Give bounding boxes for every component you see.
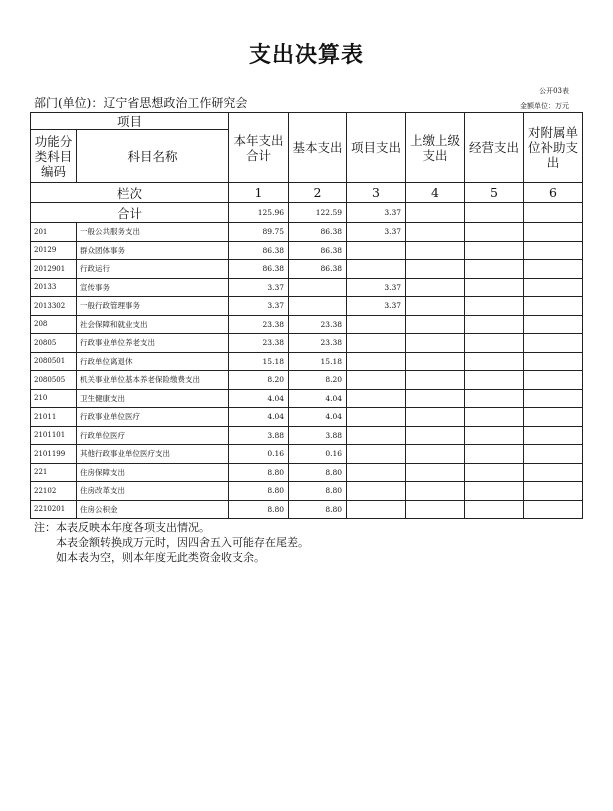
row-name: 机关事业单位基本养老保险缴费支出 bbox=[77, 371, 229, 390]
table-row bbox=[31, 223, 583, 242]
row-code: 2101101 bbox=[31, 426, 77, 445]
total-label: 合计 bbox=[31, 203, 229, 223]
row-value bbox=[347, 389, 406, 408]
row-code: 2080505 bbox=[31, 371, 77, 390]
table-row bbox=[31, 500, 583, 519]
row-value bbox=[406, 241, 465, 260]
row-value: 86.38 bbox=[289, 260, 347, 279]
row-value bbox=[465, 500, 524, 519]
table-row bbox=[31, 352, 583, 371]
row-value bbox=[524, 426, 583, 445]
row-value: 23.38 bbox=[289, 315, 347, 334]
total-value: 3.37 bbox=[347, 203, 406, 223]
row-value bbox=[524, 389, 583, 408]
row-value bbox=[347, 463, 406, 482]
note-line: 本表金额转换成万元时，因四舍五入可能存在尾差。 bbox=[56, 536, 309, 549]
row-value bbox=[524, 334, 583, 353]
row-value: 4.04 bbox=[289, 389, 347, 408]
table-row bbox=[31, 297, 583, 316]
row-value: 8.80 bbox=[289, 463, 347, 482]
expenditure-table bbox=[30, 112, 583, 519]
row-value: 3.37 bbox=[229, 297, 289, 316]
row-code: 21011 bbox=[31, 408, 77, 427]
row-code: 210 bbox=[31, 389, 77, 408]
row-code: 22102 bbox=[31, 482, 77, 501]
row-value bbox=[465, 223, 524, 242]
row-value bbox=[524, 408, 583, 427]
table-row bbox=[31, 408, 583, 427]
row-value: 23.38 bbox=[229, 334, 289, 353]
total-value: 125.96 bbox=[229, 203, 289, 223]
column-number: 6 bbox=[524, 183, 583, 203]
row-value bbox=[524, 352, 583, 371]
row-value bbox=[406, 223, 465, 242]
row-value: 8.80 bbox=[229, 500, 289, 519]
table-row bbox=[31, 334, 583, 353]
row-value bbox=[465, 334, 524, 353]
row-code: 20129 bbox=[31, 241, 77, 260]
row-value bbox=[524, 223, 583, 242]
row-value bbox=[406, 500, 465, 519]
row-value bbox=[465, 278, 524, 297]
row-value bbox=[347, 241, 406, 260]
row-value bbox=[524, 278, 583, 297]
row-value bbox=[524, 445, 583, 464]
row-value: 8.80 bbox=[289, 482, 347, 501]
row-value bbox=[524, 260, 583, 279]
row-name: 住房保障支出 bbox=[77, 463, 229, 482]
row-value bbox=[406, 260, 465, 279]
row-code: 20133 bbox=[31, 278, 77, 297]
row-name: 卫生健康支出 bbox=[77, 389, 229, 408]
row-value: 86.38 bbox=[289, 223, 347, 242]
row-value bbox=[465, 260, 524, 279]
row-value: 23.38 bbox=[229, 315, 289, 334]
row-value bbox=[347, 426, 406, 445]
table-code: 公开03表 bbox=[539, 87, 569, 95]
note-line: 注：本表反映本年度各项支出情况。 bbox=[34, 521, 210, 534]
row-value: 86.38 bbox=[229, 241, 289, 260]
header-col-5: 经营支出 bbox=[465, 113, 524, 183]
row-value: 3.37 bbox=[229, 278, 289, 297]
row-value: 15.18 bbox=[229, 352, 289, 371]
column-number: 2 bbox=[289, 183, 347, 203]
row-value bbox=[347, 482, 406, 501]
row-value bbox=[465, 297, 524, 316]
header-col-6: 对附属单位补助支出 bbox=[524, 113, 583, 183]
total-value bbox=[524, 203, 583, 223]
row-value bbox=[406, 482, 465, 501]
header-name-col: 科目名称 bbox=[77, 130, 229, 183]
row-value: 4.04 bbox=[229, 389, 289, 408]
row-name: 行政运行 bbox=[77, 260, 229, 279]
department-label: 部门(单位)：辽宁省思想政治工作研究会 bbox=[34, 96, 248, 110]
row-name: 行政事业单位养老支出 bbox=[77, 334, 229, 353]
row-index-label: 栏次 bbox=[31, 183, 229, 203]
header-item-group: 项目 bbox=[31, 113, 229, 130]
row-value: 8.80 bbox=[289, 500, 347, 519]
row-value bbox=[465, 371, 524, 390]
row-value: 8.80 bbox=[229, 463, 289, 482]
row-value: 3.37 bbox=[347, 297, 406, 316]
row-value bbox=[524, 241, 583, 260]
row-value bbox=[406, 352, 465, 371]
row-value bbox=[465, 408, 524, 427]
row-value bbox=[347, 352, 406, 371]
row-value bbox=[465, 241, 524, 260]
row-code: 221 bbox=[31, 463, 77, 482]
row-value: 15.18 bbox=[289, 352, 347, 371]
row-name: 行政单位离退休 bbox=[77, 352, 229, 371]
column-number: 4 bbox=[406, 183, 465, 203]
row-value bbox=[406, 463, 465, 482]
table-row bbox=[31, 389, 583, 408]
table-row bbox=[31, 315, 583, 334]
header-col-2: 基本支出 bbox=[289, 113, 347, 183]
row-value: 23.38 bbox=[289, 334, 347, 353]
row-value: 4.04 bbox=[229, 408, 289, 427]
table-row bbox=[31, 426, 583, 445]
row-name: 社会保障和就业支出 bbox=[77, 315, 229, 334]
total-value: 122.59 bbox=[289, 203, 347, 223]
row-name: 住房公积金 bbox=[77, 500, 229, 519]
row-value bbox=[524, 482, 583, 501]
row-value bbox=[465, 352, 524, 371]
row-value bbox=[406, 389, 465, 408]
row-value bbox=[347, 500, 406, 519]
page-title: 支出决算表 bbox=[248, 42, 364, 68]
row-value bbox=[347, 408, 406, 427]
row-value bbox=[347, 371, 406, 390]
row-value bbox=[465, 445, 524, 464]
table-row bbox=[31, 278, 583, 297]
row-value bbox=[465, 426, 524, 445]
header-code-col: 功能分类科目编码 bbox=[31, 130, 77, 183]
column-number: 3 bbox=[347, 183, 406, 203]
row-value bbox=[465, 389, 524, 408]
row-name: 群众团体事务 bbox=[77, 241, 229, 260]
table-row bbox=[31, 445, 583, 464]
row-value: 4.04 bbox=[289, 408, 347, 427]
row-value bbox=[524, 463, 583, 482]
row-value bbox=[347, 334, 406, 353]
total-value bbox=[465, 203, 524, 223]
row-code: 2012901 bbox=[31, 260, 77, 279]
row-name: 行政事业单位医疗 bbox=[77, 408, 229, 427]
row-name: 一般行政管理事务 bbox=[77, 297, 229, 316]
row-code: 20805 bbox=[31, 334, 77, 353]
row-value: 3.88 bbox=[289, 426, 347, 445]
header-col-3: 项目支出 bbox=[347, 113, 406, 183]
row-value bbox=[406, 445, 465, 464]
row-value bbox=[465, 482, 524, 501]
row-value bbox=[406, 426, 465, 445]
row-value bbox=[289, 278, 347, 297]
row-value bbox=[406, 408, 465, 427]
table-row bbox=[31, 371, 583, 390]
header-col-4: 上缴上级支出 bbox=[406, 113, 465, 183]
row-value: 0.16 bbox=[229, 445, 289, 464]
row-name: 其他行政事业单位医疗支出 bbox=[77, 445, 229, 464]
row-code: 208 bbox=[31, 315, 77, 334]
total-row bbox=[31, 203, 583, 223]
row-name: 一般公共服务支出 bbox=[77, 223, 229, 242]
column-number: 1 bbox=[229, 183, 289, 203]
row-value: 3.37 bbox=[347, 278, 406, 297]
note-line: 如本表为空，则本年度无此类资金收支余。 bbox=[56, 551, 265, 564]
row-value bbox=[289, 297, 347, 316]
row-value: 0.16 bbox=[289, 445, 347, 464]
row-value bbox=[406, 334, 465, 353]
table-row bbox=[31, 241, 583, 260]
row-code: 201 bbox=[31, 223, 77, 242]
row-value: 89.75 bbox=[229, 223, 289, 242]
row-value: 86.38 bbox=[229, 260, 289, 279]
row-value bbox=[524, 297, 583, 316]
total-value bbox=[406, 203, 465, 223]
row-name: 宣传事务 bbox=[77, 278, 229, 297]
row-code: 2080501 bbox=[31, 352, 77, 371]
row-value: 8.20 bbox=[289, 371, 347, 390]
row-value bbox=[465, 315, 524, 334]
row-value: 8.20 bbox=[229, 371, 289, 390]
amount-unit: 金额单位：万元 bbox=[520, 102, 569, 110]
row-name: 行政单位医疗 bbox=[77, 426, 229, 445]
row-value: 3.37 bbox=[347, 223, 406, 242]
row-code: 2210201 bbox=[31, 500, 77, 519]
row-value bbox=[465, 463, 524, 482]
table-row bbox=[31, 260, 583, 279]
row-value: 3.88 bbox=[229, 426, 289, 445]
table-row bbox=[31, 482, 583, 501]
row-value bbox=[347, 315, 406, 334]
row-value bbox=[524, 315, 583, 334]
header-col-1: 本年支出合计 bbox=[229, 113, 289, 183]
row-value: 8.80 bbox=[229, 482, 289, 501]
row-code: 2101199 bbox=[31, 445, 77, 464]
row-value bbox=[406, 297, 465, 316]
notes bbox=[34, 520, 309, 565]
row-value bbox=[524, 500, 583, 519]
row-value bbox=[406, 371, 465, 390]
row-value: 86.38 bbox=[289, 241, 347, 260]
row-value bbox=[406, 278, 465, 297]
table-row bbox=[31, 463, 583, 482]
row-value bbox=[347, 445, 406, 464]
row-value bbox=[406, 315, 465, 334]
row-code: 2013302 bbox=[31, 297, 77, 316]
column-number: 5 bbox=[465, 183, 524, 203]
row-name: 住房改革支出 bbox=[77, 482, 229, 501]
row-value bbox=[347, 260, 406, 279]
row-value bbox=[524, 371, 583, 390]
